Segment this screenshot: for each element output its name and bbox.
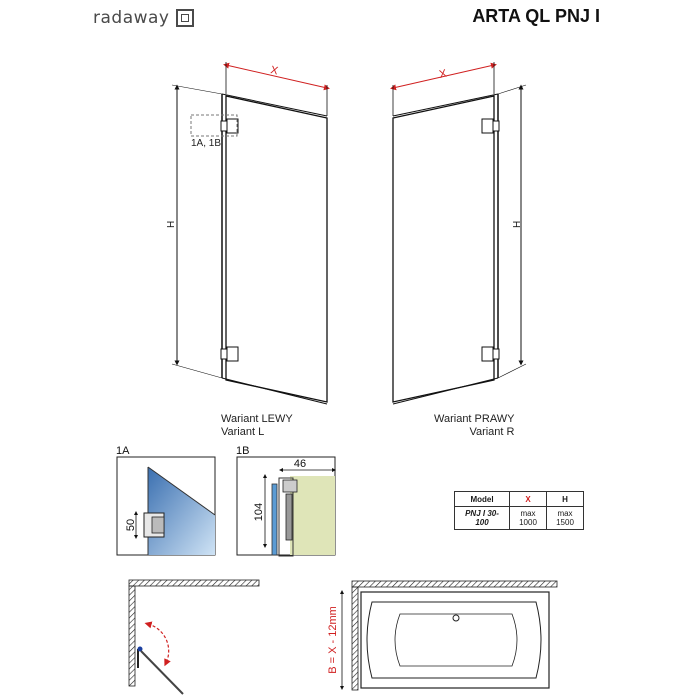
table-row [455,507,584,530]
detail-1b-label: 1B [236,445,250,457]
variant-right-pl: Wariant PRAWY [434,413,515,425]
spec-table-header [455,492,584,507]
right-h-label: H [512,220,523,228]
spec-cell-x: max 1000 [510,507,547,530]
formula-label: B = X - 12mm [327,606,339,674]
left-h-label: H [166,220,177,228]
spec-table [454,491,584,530]
dim-50-label: 50 [125,518,137,532]
dim-46-label: 46 [293,458,307,470]
spec-cell-model: PNJ I 30-100 [455,507,510,530]
left-x-label: X [269,64,280,78]
variant-right-en: Variant R [469,426,515,438]
bathtub-plan [342,581,557,690]
brand-wordmark: radaway [93,8,170,28]
detail-1b [237,457,335,556]
spec-header-h: H [547,492,584,507]
right-x-label: X [438,67,448,81]
plan-swing-view [129,580,259,694]
detail-1a-label: 1A [116,445,130,457]
spec-cell-h: max 1500 [547,507,584,530]
dim-104-label: 104 [253,502,265,522]
product-title: ARTA QL PNJ I [472,6,600,26]
detail-ref-label: 1A, 1B [191,138,222,149]
variant-left-en: Variant L [221,426,265,438]
spec-header-x: X [510,492,547,507]
left-variant-drawing [172,62,327,404]
detail-1a [117,457,215,555]
variant-left-caption [221,413,293,439]
right-variant-drawing [393,62,526,404]
spec-header-model: Model [455,492,510,507]
variant-left-pl: Wariant LEWY [221,413,293,425]
variant-right-caption [434,413,514,439]
